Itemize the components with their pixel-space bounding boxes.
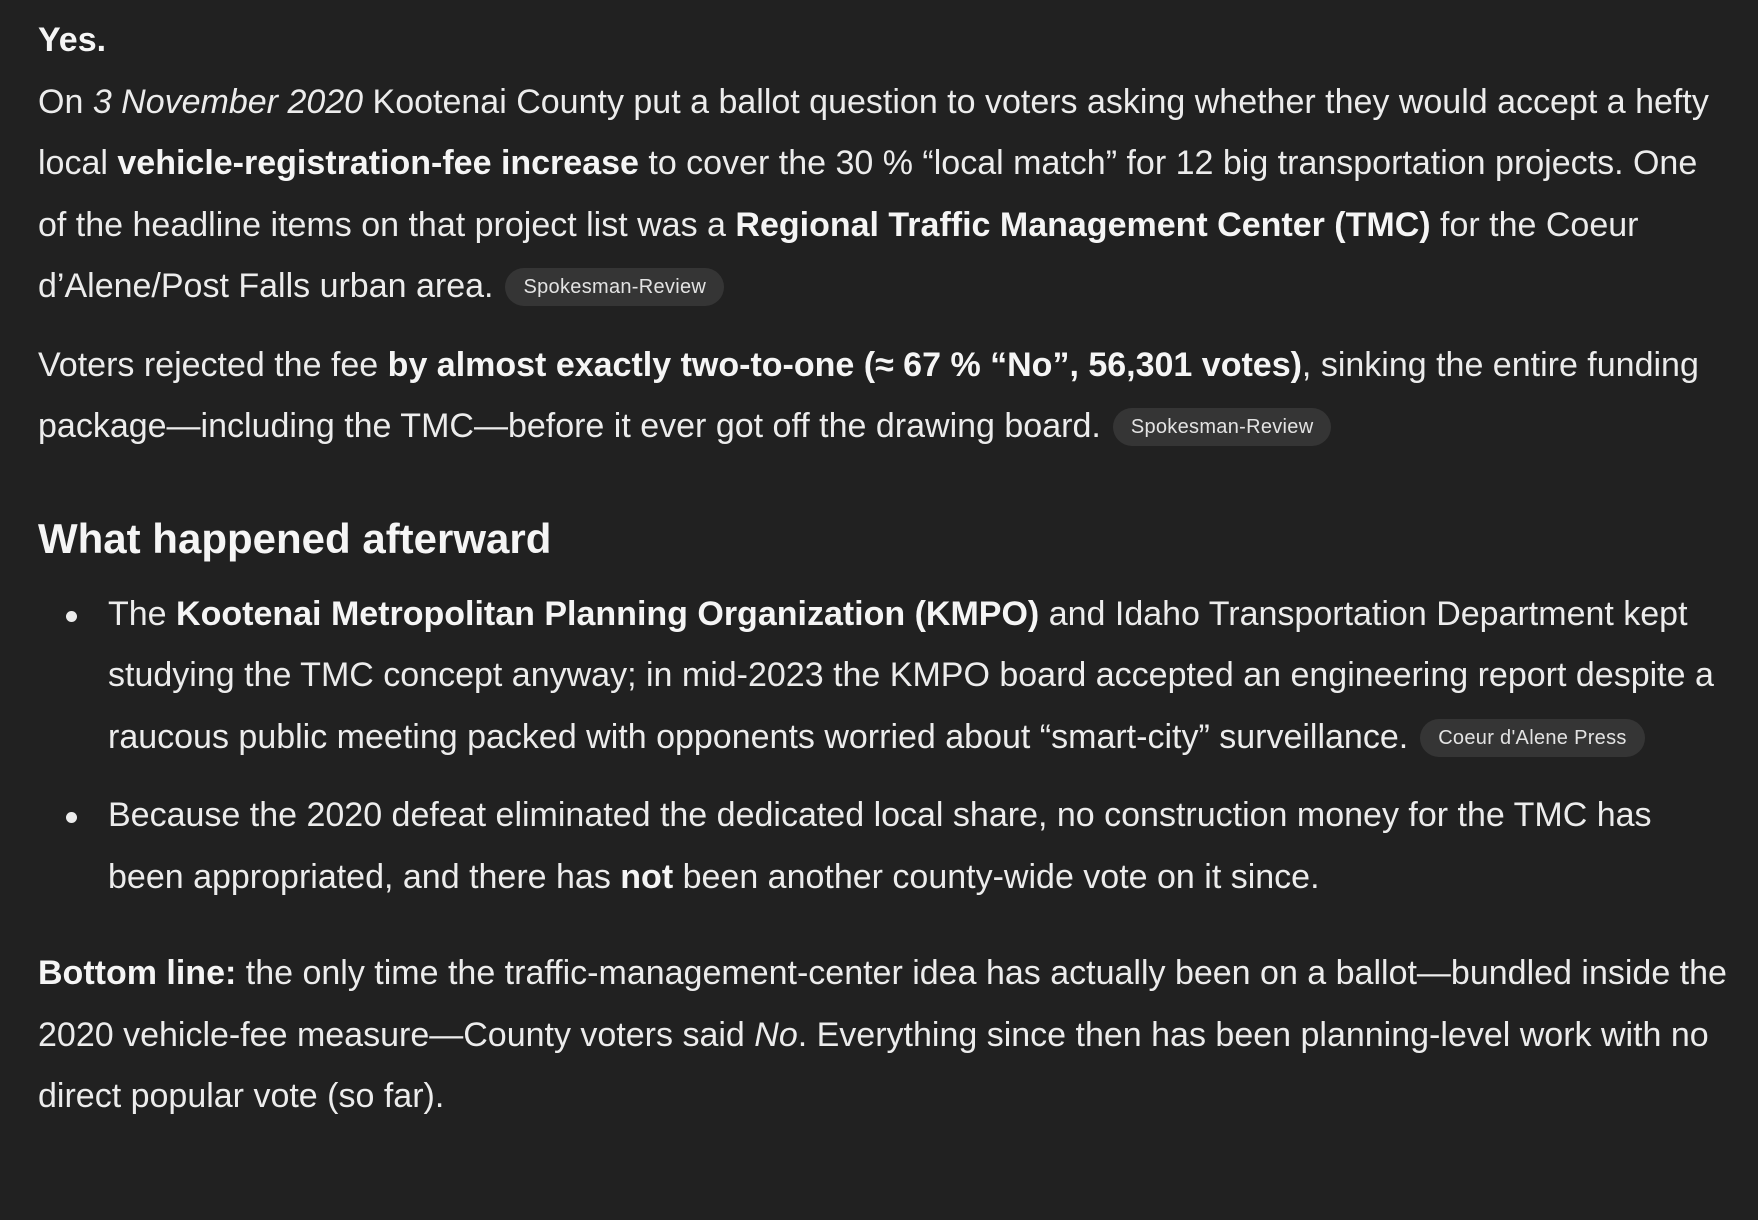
bold-not: not	[620, 857, 674, 896]
text: Kootenai County put a ballot question to voters asking whether they would accept a hefty local	[38, 82, 1709, 182]
paragraph-bottom-line	[38, 943, 1734, 1128]
paragraph-vote-result	[38, 335, 1734, 458]
answer-text	[38, 10, 1734, 72]
list-item	[108, 785, 1734, 908]
text: to cover the 30 % “local match” for 12 big transportation projects. One of the headline items on that project list was a	[38, 144, 1698, 244]
source-citation-pill[interactable]: Spokesman-Review	[505, 268, 724, 306]
bullet-list	[38, 584, 1734, 909]
bold-tmc: Regional Traffic Management Center (TMC)	[735, 205, 1431, 244]
bold-fee-increase: vehicle-registration-fee increase	[117, 144, 639, 182]
text: the only time the traffic-management-center idea has actually been on a ballot—bundled inside the 2020 vehicle-fee measure—County voters said	[38, 954, 1727, 1054]
bold-kmpo: Kootenai Metropolitan Planning Organization (KMPO)	[176, 594, 1040, 633]
text: , sinking the entire funding package—including the TMC—before it ever got off the drawing board.	[38, 345, 1699, 445]
source-citation-pill[interactable]: Coeur d'Alene Press	[1420, 719, 1645, 757]
text: Because the 2020 defeat eliminated the dedicated local share, no construction money for the TMC has been appropriated, and there has	[108, 796, 1652, 896]
section-heading: What happened afterward	[38, 514, 552, 562]
date-text: 3 November 2020	[92, 82, 364, 121]
text: for the Coeur d’Alene/Post Falls urban area.	[38, 205, 1639, 305]
source-citation-pill[interactable]: Spokesman-Review	[1113, 408, 1332, 446]
bottom-line-label: Bottom line:	[38, 954, 237, 992]
text: been another county-wide vote on it since.	[673, 857, 1320, 896]
text: The	[108, 594, 177, 633]
list-item	[108, 584, 1734, 769]
text: On	[38, 82, 93, 121]
answer-yes: Yes.	[38, 21, 107, 59]
emphasis-no: No	[754, 1015, 798, 1054]
text: . Everything since then has been planning-level work with no direct popular vote (so far).	[38, 1015, 1709, 1115]
bold-vote-result: by almost exactly two-to-one (≈ 67 % “No”, 56,301 votes)	[387, 345, 1302, 384]
text: and Idaho Transportation Department kept studying the TMC concept anyway; in mid-2023 the KMPO board accepted an engineering report despite a raucous public meeting packed with opponents worried about “smart-city” surveillance.	[108, 594, 1714, 756]
text: Voters rejected the fee	[38, 345, 388, 384]
paragraph-ballot-question	[38, 72, 1734, 318]
